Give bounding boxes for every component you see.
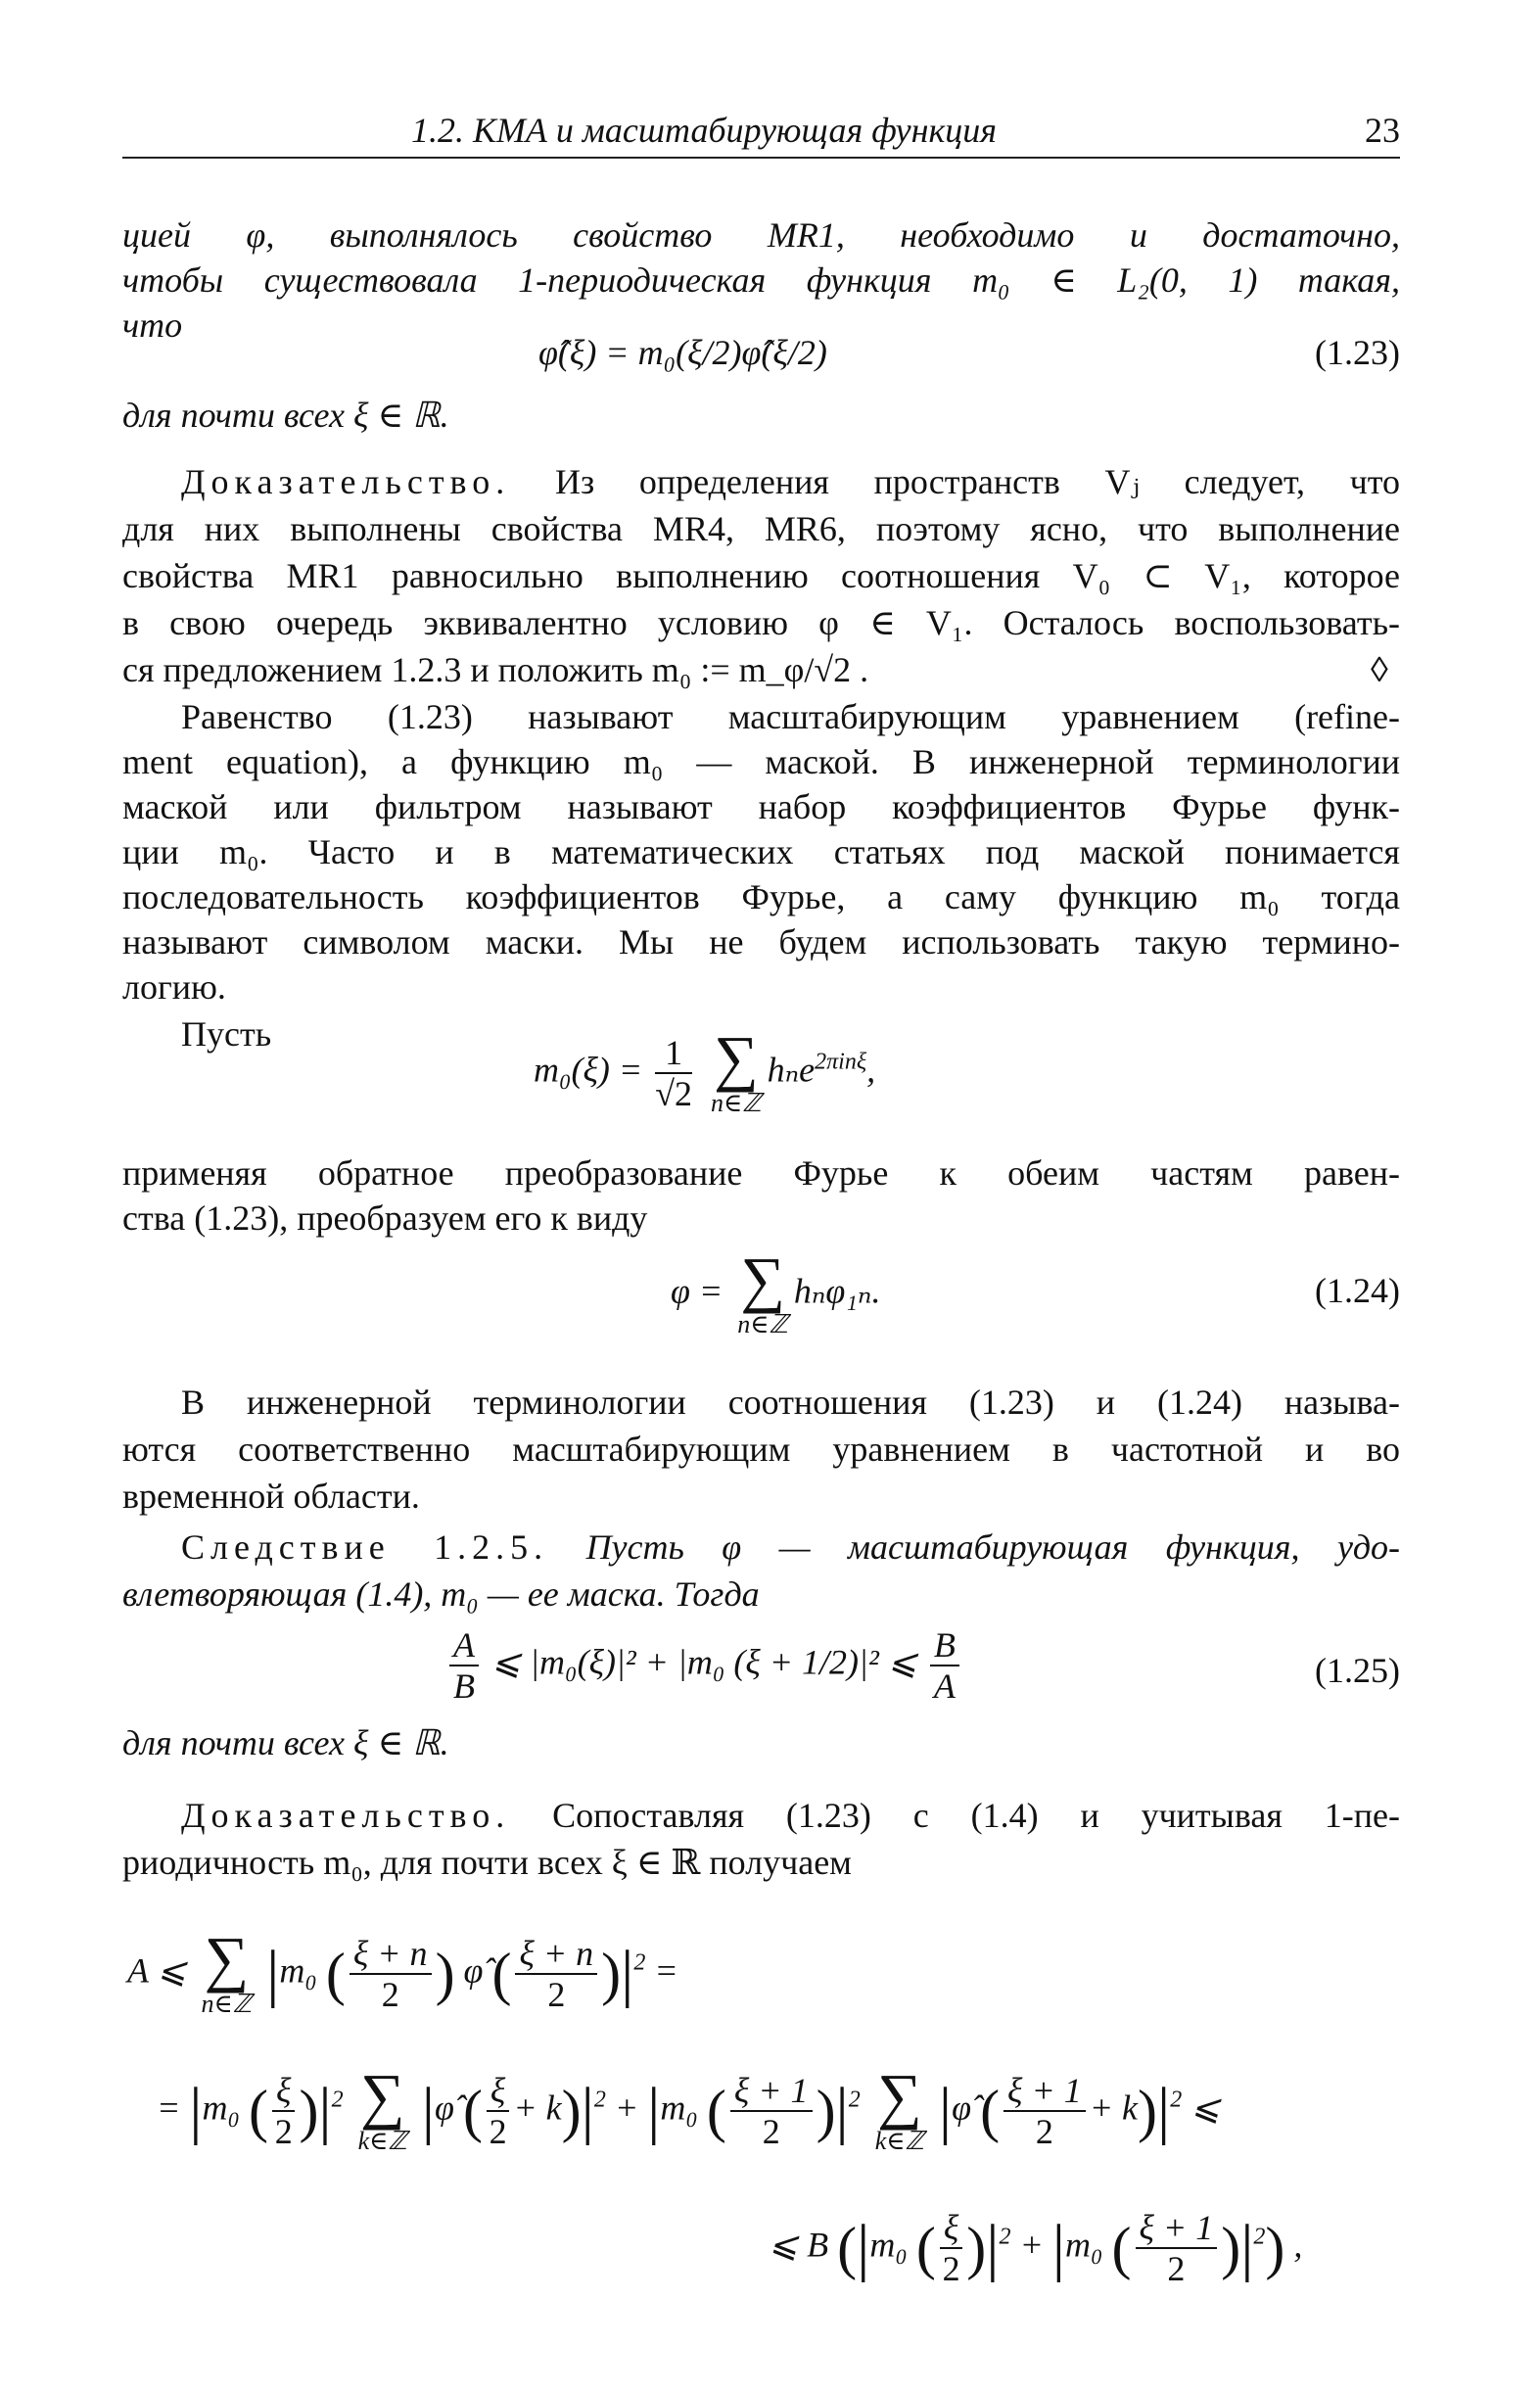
phi-lhs: φ = [671, 1271, 723, 1311]
equation-1-24 [671, 1244, 881, 1339]
chain-a-num-2: ξ + n [515, 1934, 597, 1975]
chain-b-phi-2: φ̂ [952, 2088, 972, 2128]
chain-a-m0: m₀ [279, 1950, 317, 1991]
equation-1-23: φ̂(ξ) = m₀(ξ/2)φ̂(ξ/2) [538, 333, 827, 372]
chain-b-num-4: ξ + 1 [1003, 2071, 1086, 2112]
theorem-line-1: цией φ, выполнялось свойство MR1, необходимо и достаточно, [122, 215, 1400, 255]
equation-number-1-25: (1.25) [1315, 1651, 1400, 1690]
inequality-middle: ⩽ |m₀(ξ)|² + |m₀ (ξ + 1/2)|² ⩽ [491, 1642, 917, 1682]
chain-b-den-4: 2 [1035, 2112, 1053, 2151]
chain-b-frac-2 [487, 2071, 509, 2151]
para2-line-5: последовательность коэффициентов Фурье, а саму функцию m₀ тогда [122, 877, 1400, 916]
fraction-a-bottom: A [933, 1666, 956, 1706]
chain-b-index-2: k∈ℤ [874, 2127, 924, 2155]
chain-line-a: A ⩽ ∑ n∈ℤ |m₀ ( $\frac{\xi + n}{2}$ ) φ̂ ( $\frac{\xi + n}{2}$ )$|^2$ = [127, 1924, 678, 2018]
equation-number-1-24: (1.24) [1315, 1271, 1400, 1310]
chain-a-sigma: ∑ [204, 1924, 250, 1994]
chain-b-phi-1: φ̂ [435, 2088, 454, 2128]
corollary-line-2: влетворяющая (1.4), m₀ — ее маска. Тогда [122, 1574, 760, 1614]
para2-line-2: ment equation), а функцию m₀ — маской. В инженерной терминологии [122, 742, 1400, 781]
theorem-line-2: чтобы существовала 1-периодическая функция m₀ ∈ L₂(0, 1) такая, [122, 260, 1400, 300]
chain-c-num-2: ξ + 1 [1136, 2208, 1218, 2249]
fraction-numerator: 1 [655, 1033, 692, 1074]
proof1-line-4: в свою очередь эквивалентно условию φ ∈ V₁. Осталось воспользовать- [122, 603, 1400, 642]
chain-b-tail: ⩽ [1190, 2088, 1221, 2128]
chain-b-num-3: ξ + 1 [730, 2071, 813, 2112]
proof1-line-1-text: Из определения пространств Vⱼ следует, что [554, 462, 1400, 501]
equation-1-25 [445, 1625, 963, 1706]
chain-line-b: = |m₀ ( $\frac{\xi}{2}$ )$|^2$ ∑ k∈ℤ |φ̂ ( $\frac{\xi}{2}$ + $k)|^2 + |m_0$ ( $\frac{\xi + 1}{2}$ )$|^2$ ∑ k∈ℤ |φ̂ ( $\frac{\xi + 1}{2}$ + $k)|^2$ ⩽ [157, 2061, 1221, 2155]
para2-line-6: называют символом маски. Мы не будем использовать такую термино- [122, 922, 1400, 962]
fraction-a-over-b [449, 1625, 479, 1706]
chain-b-m0-2: m₀ [660, 2088, 698, 2128]
exponent: 2πinξ [815, 1049, 867, 1075]
para4-line-2: ются соответственно масштабирующим уравнением в частотной и во [122, 1430, 1400, 1469]
sum-index: n∈ℤ [710, 1089, 762, 1117]
chain-c-num-1: ξ [940, 2208, 962, 2249]
chain-c-plus: + [1019, 2225, 1044, 2265]
sum-over-n-2 [737, 1244, 788, 1339]
corollary-line-3: для почти всех ξ ∈ ℝ. [122, 1723, 449, 1762]
chain-a-index: n∈ℤ [201, 1990, 253, 2018]
chain-b-den-1: 2 [274, 2112, 293, 2151]
proof1-label: Доказательство. [181, 462, 511, 501]
para3-line-1: Пусть [181, 1014, 272, 1054]
proof1-line-1 [181, 460, 1400, 503]
proof1-line-3: свойства MR1 равносильно выполнению соотношения V₀ ⊂ V₁, которое [122, 556, 1400, 595]
proof2-line-2: риодичность m₀, для почти всех ξ ∈ ℝ получаем [122, 1843, 852, 1882]
chain-a-den-1: 2 [381, 1975, 399, 2014]
chain-b-m0-1: m₀ [202, 2088, 241, 2128]
page [122, 0, 1400, 2393]
chain-b-frac-1 [272, 2071, 295, 2151]
chain-b-num-2: ξ [487, 2071, 509, 2112]
chain-a-frac-2 [515, 1934, 597, 2014]
para4-line-3: временной области. [122, 1477, 420, 1516]
chain-b-den-3: 2 [762, 2112, 780, 2151]
chain-c-den-2: 2 [1167, 2249, 1186, 2288]
chain-line-c: ⩽ B (|m₀ ( $\frac{\xi}{2}$ )$|^2 + |m_0$ ( $\frac{\xi + 1}{2}$ )$|^2$) , [769, 2208, 1303, 2288]
fraction-b: B [453, 1666, 475, 1706]
chain-c-tail: , [1293, 2225, 1303, 2265]
chain-b-plus-k-2: + k [1089, 2088, 1139, 2128]
corollary-line-1-text: Пусть φ — масштабирующая функция, удо- [585, 1527, 1401, 1567]
chain-a-den-2: 2 [547, 1975, 566, 2014]
para2-line-1: Равенство (1.23) называют масштабирующим уравнением (refine- [181, 697, 1400, 736]
chain-c-den-1: 2 [942, 2249, 960, 2288]
chain-b-plus-k-1: + k [513, 2088, 562, 2128]
proof1-line-5: ся предложением 1.2.3 и положить m₀ := m_φ/√2 . [122, 650, 869, 689]
proof1-line-2: для них выполнены свойства MR4, MR6, поэтому ясно, что выполнение [122, 509, 1400, 548]
equation-m0-series [534, 1023, 876, 1118]
sum-index-2: n∈ℤ [737, 1310, 788, 1338]
para3-line-2: применяя обратное преобразование Фурье к обеим частям равен- [122, 1153, 1400, 1193]
chain-a-tail: = [654, 1950, 678, 1991]
para2-line-3: маской или фильтром называют набор коэффициентов Фурье функ- [122, 787, 1400, 826]
fraction-denominator: √2 [655, 1074, 692, 1113]
equation-number-1-23: (1.23) [1315, 333, 1400, 372]
chain-b-plus: + [614, 2088, 639, 2128]
chain-c-frac-1 [940, 2208, 962, 2288]
proof2-line-1 [181, 1794, 1400, 1837]
fraction-b-over-a [930, 1625, 959, 1706]
sigma-symbol: ∑ [713, 1023, 759, 1093]
page-number: 23 [1365, 111, 1400, 150]
chain-c-frac-2 [1136, 2208, 1218, 2288]
chain-a-phi: φ̂ [463, 1950, 484, 1991]
fraction-a: A [449, 1625, 479, 1666]
chain-b-frac-3 [730, 2071, 813, 2151]
para3-line-3: ства (1.23), преобразуем его к виду [122, 1198, 648, 1238]
m0-rhs: hₙe [767, 1050, 816, 1090]
chain-b-sigma-1: ∑ [359, 2061, 405, 2131]
proof2-label: Доказательство. [181, 1796, 511, 1835]
chain-b-index-1: k∈ℤ [357, 2127, 407, 2155]
fraction-b-top: B [930, 1625, 959, 1666]
chain-a-lhs: A ⩽ [127, 1950, 187, 1991]
fraction-1-over-sqrt2 [655, 1033, 692, 1113]
para2-line-7: логию. [122, 967, 226, 1007]
chain-a-frac-1 [350, 1934, 432, 2014]
m0-lhs: m₀(ξ) = [534, 1050, 643, 1090]
chain-a-sum [201, 1924, 253, 2019]
chain-c-lead: ⩽ B [769, 2225, 829, 2265]
m0-tail: , [866, 1050, 876, 1090]
chain-b-num-1: ξ [272, 2071, 295, 2112]
sum-over-n [710, 1023, 762, 1118]
theorem-line-4: для почти всех ξ ∈ ℝ. [122, 396, 449, 435]
theorem-line-3: что [122, 305, 183, 345]
qed-symbol: ◊ [1371, 650, 1388, 689]
corollary-label: Следствие 1.2.5. [181, 1527, 549, 1567]
chain-c-m0-2: m₀ [1065, 2225, 1103, 2265]
chain-b-lead: = [157, 2088, 181, 2128]
chain-a-num-1: ξ + n [350, 1934, 432, 1975]
running-header [122, 106, 1400, 159]
sigma-symbol-2: ∑ [740, 1244, 785, 1314]
para2-line-4: ции m₀. Часто и в математических статьях под маской понимается [122, 832, 1400, 871]
phi-rhs: hₙφ₁ₙ. [793, 1271, 881, 1311]
para4-line-1: В инженерной терминологии соотношения (1.23) и (1.24) называ- [181, 1383, 1400, 1422]
chain-b-sigma-2: ∑ [877, 2061, 922, 2131]
chain-b-sum-1 [357, 2061, 407, 2156]
chain-b-sum-2 [874, 2061, 924, 2156]
corollary-line-1 [181, 1525, 1400, 1569]
chain-c-m0-1: m₀ [869, 2225, 908, 2265]
chain-b-den-2: 2 [489, 2112, 507, 2151]
running-title: 1.2. КМА и масштабирующая функция [411, 111, 998, 150]
proof2-line-1-text: Сопоставляя (1.23) с (1.4) и учитывая 1-пе- [552, 1796, 1400, 1835]
chain-b-frac-4 [1003, 2071, 1086, 2151]
